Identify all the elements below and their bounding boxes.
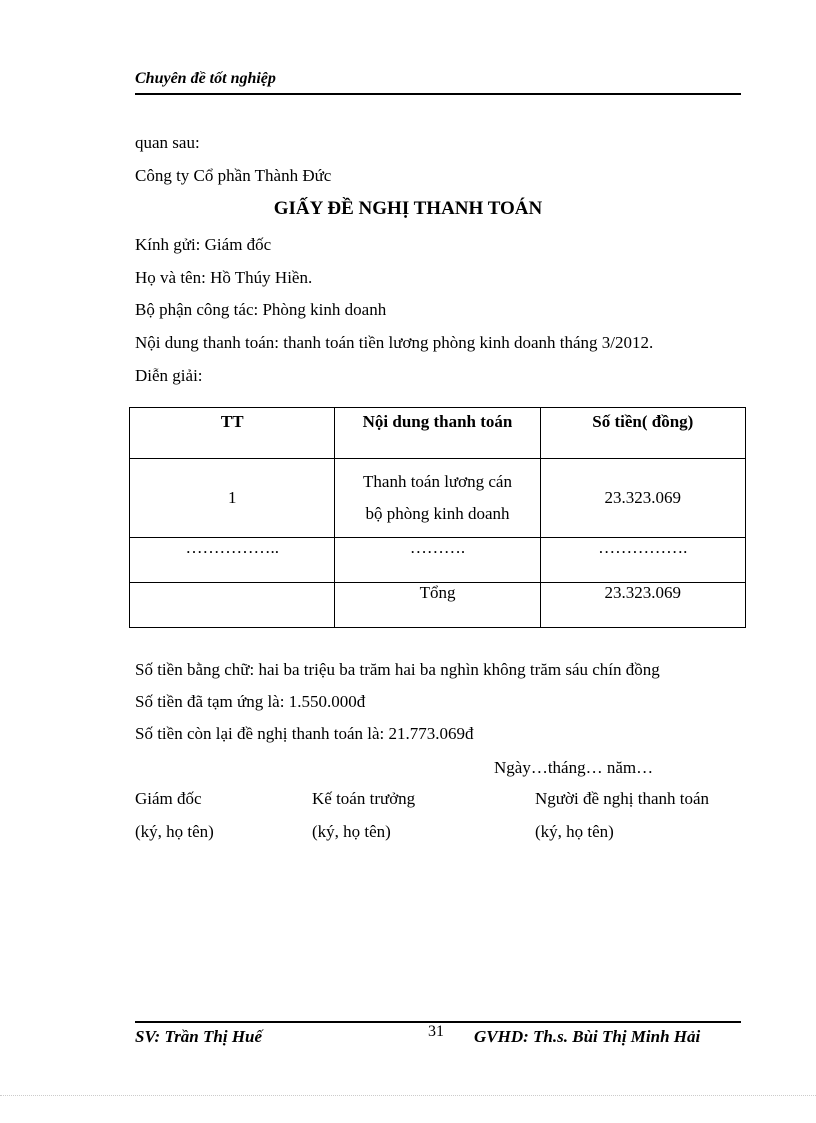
- amount-in-words: Số tiền bằng chữ: hai ba triệu ba trăm hai ba nghìn không trăm sáu chín đồng: [135, 660, 660, 679]
- row2-amount: …………….: [540, 538, 745, 583]
- addressee-line: Kính gửi: Giám đốc: [135, 235, 272, 254]
- remaining-amount: Số tiền còn lại đề nghị thanh toán là: 21.773.069đ: [135, 724, 474, 743]
- department-line: Bộ phận công tác: Phòng kinh doanh: [135, 300, 387, 319]
- payment-content-line: Nội dung thanh toán: thanh toán tiền lương phòng kinh doanh tháng 3/2012.: [135, 333, 654, 352]
- page-boundary: [0, 1095, 816, 1096]
- footer-advisor: GVHD: Th.s. Bùi Thị Minh Hải: [474, 1027, 701, 1046]
- name-line: Họ và tên: Hồ Thúy Hiền.: [135, 268, 313, 287]
- row2-content: ……….: [335, 538, 540, 583]
- header-content: Nội dung thanh toán: [335, 408, 540, 459]
- footer-student: SV: Trần Thị Huế: [135, 1027, 263, 1046]
- table-total-row: [130, 583, 746, 628]
- header-amount: Số tiền( đồng): [540, 408, 745, 459]
- row1-amount: 23.323.069: [540, 459, 745, 538]
- date-line: Ngày…tháng… năm…: [494, 758, 654, 777]
- director-label: Giám đốc: [135, 789, 202, 808]
- row2-tt: ……………..: [130, 538, 335, 583]
- row1-content-line1: Thanh toán lương cán: [363, 472, 512, 491]
- requester-sign-note: (ký, họ tên): [535, 822, 614, 841]
- accountant-sign-note: (ký, họ tên): [312, 822, 391, 841]
- row1-tt: 1: [130, 459, 335, 538]
- director-sign-note: (ký, họ tên): [135, 822, 214, 841]
- header-tt: TT: [130, 408, 335, 459]
- row1-content: [335, 459, 540, 538]
- total-amount: 23.323.069: [540, 583, 745, 628]
- intro-text: quan sau:: [135, 133, 200, 152]
- total-empty-cell: [130, 583, 335, 628]
- form-title: GIẤY ĐỀ NGHỊ THANH TOÁN: [273, 198, 543, 219]
- page-number: 31: [428, 1023, 444, 1040]
- table-header-row: [130, 408, 746, 459]
- payment-table: [129, 407, 746, 628]
- document-header: Chuyên đề tốt nghiệp: [135, 70, 276, 87]
- requester-label: Người đề nghị thanh toán: [535, 789, 710, 808]
- total-label: Tổng: [335, 583, 540, 628]
- company-name: Công ty Cổ phần Thành Đức: [135, 166, 332, 185]
- advanced-amount: Số tiền đã tạm ứng là: 1.550.000đ: [135, 692, 366, 711]
- table-row: [130, 459, 746, 538]
- chief-accountant-label: Kế toán trưởng: [312, 789, 416, 808]
- row1-content-line2: bộ phòng kinh doanh: [365, 504, 510, 523]
- header-divider: [135, 93, 741, 95]
- table-row: [130, 538, 746, 583]
- explanation-label: Diễn giải:: [135, 366, 203, 385]
